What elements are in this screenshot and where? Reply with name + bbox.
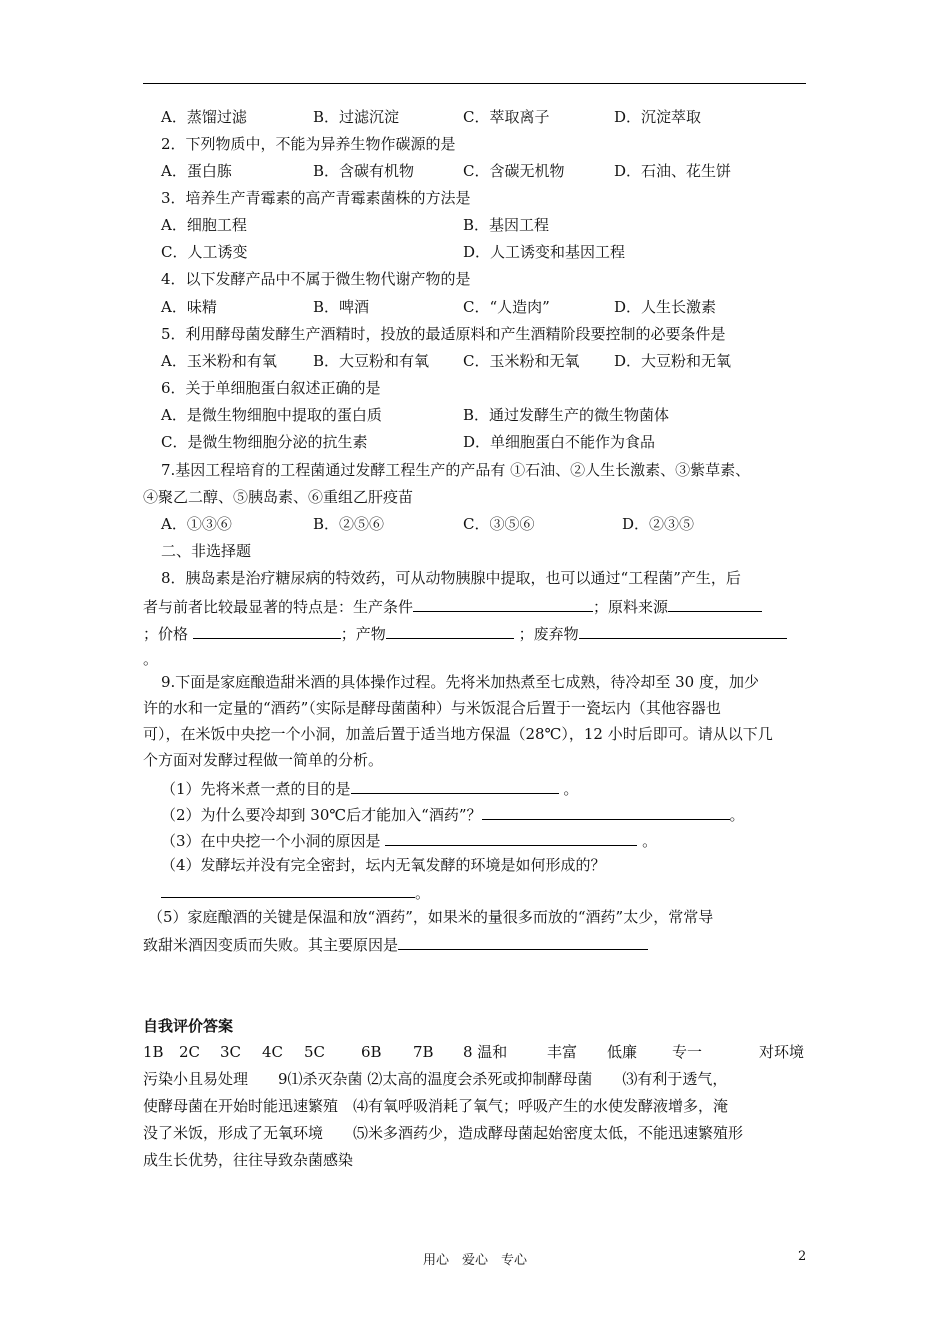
q2-option-d: D．石油、花生饼 [614,162,732,180]
section-heading: 二、非选择题 [161,542,252,560]
answers-line3: 使酵母菌在开始时能迅速繁殖 ⑷有氧呼吸消耗了氧气；呼吸产生的水使发酵液增多，淹 [143,1097,729,1115]
q5-stem: 5．利用酵母菌发酵生产酒精时，投放的最适原料和产生酒精阶段要控制的必要条件是 [161,325,726,343]
answer-8-e: 对环境 [759,1043,805,1061]
q4-stem: 4．以下发酵产品中不属于微生物代谢产物的是 [161,270,471,288]
q9-sub1-period: 。 [563,780,579,798]
q9-sub2-label: （2）为什么要冷却到 30℃后才能加入“酒药”？ [161,806,482,824]
q6-option-b: B．通过发酵生产的微生物菌体 [463,406,670,424]
answers-title: 自我评价答案 [143,1017,234,1035]
q8-label-price: ；价格 [143,625,189,643]
q8-line2 [143,595,762,617]
q8-blank-source[interactable] [668,595,762,612]
q2-option-a: A．蛋白胨 [161,162,232,180]
answer-8-c: 低廉 [607,1043,638,1061]
q4-option-b: B．啤酒 [313,298,370,316]
q9-sub2 [161,803,745,825]
answers-line5: 成生长优势，往往导致杂菌感染 [143,1151,354,1169]
q9-sub5-label: 致甜米酒因变质而失败。其主要原因是 [143,936,399,954]
q7-stem-line2: ④聚乙二醇、⑤胰岛素、⑥重组乙肝疫苗 [143,488,414,506]
q6-option-a: A．是微生物细胞中提取的蛋白质 [161,406,382,424]
q9-sub2-period: 。 [729,806,745,824]
q9-sub3-label: （3）在中央挖一个小洞的原因是 [161,832,381,850]
answer-8-d: 专一 [672,1043,703,1061]
q2-option-c: C．含碳无机物 [463,162,565,180]
q7-option-d: D．②③⑤ [622,515,695,533]
q8-blank-condition[interactable] [413,595,593,612]
answer-4: 4C [262,1043,284,1061]
answer-8-a: 8 温和 [463,1043,508,1061]
q9-line4: 个方面对发酵过程做一简单的分析。 [143,751,384,769]
q9-sub3 [161,829,657,851]
q3-option-c: C．人工诱变 [161,243,248,261]
q9-sub1-blank[interactable] [351,777,559,794]
q9-sub2-blank[interactable] [482,803,730,820]
q5-option-c: C．玉米粉和无氧 [463,352,580,370]
q9-line1: 9.下面是家庭酿造甜米酒的具体操作过程。先将米加热煮至七成熟，待冷却至 30 度，加少 [161,673,759,691]
answers-line4: 没了米饭，形成了无氧环境 ⑸米多酒药少，造成酵母菌起始密度太低，不能迅速繁殖形 [143,1124,744,1142]
footer-motto: 用心 爱心 专心 [422,1253,527,1268]
q9-line3: 可），在米饭中央挖一个小洞，加盖后置于适当地方保温（28℃），12 小时后即可。请从以下几 [143,725,773,743]
answer-6: 6B [361,1043,382,1061]
q8-line3 [143,622,787,644]
answer-8-b: 丰富 [547,1043,578,1061]
q9-sub3-blank[interactable] [385,829,637,846]
answer-3: 3C [220,1043,242,1061]
q8-blank-waste[interactable] [579,622,787,639]
q5-option-b: B．大豆粉和有氧 [313,352,430,370]
q9-sub5-blank[interactable] [398,933,648,950]
header-rule [143,83,806,84]
q3-stem: 3．培养生产青霉素的高产青霉素菌株的方法是 [161,189,471,207]
q4-option-d: D．人生长激素 [614,298,717,316]
answers-line2: 污染小且易处理 9⑴杀灭杂菌 ⑵太高的温度会杀死或抑制酵母菌 ⑶有利于透气， [143,1070,728,1088]
q8-line1: 8．胰岛素是治疗糖尿病的特效药，可从动物胰腺中提取，也可以通过“工程菌”产生，后 [161,569,741,587]
q9-sub3-period: 。 [642,832,658,850]
q8-blank-price[interactable] [193,622,341,639]
q1-option-a: A．蒸馏过滤 [161,108,247,126]
answer-1: 1B [143,1043,164,1061]
q7-stem-line1: 7.基因工程培育的工程菌通过发酵工程生产的产品有 ①石油、②人生长激素、③紫草素、 [161,461,751,479]
q8-end: 。 [143,650,159,668]
q9-sub4-blank[interactable] [161,881,415,898]
q3-option-b: B．基因工程 [463,216,550,234]
q2-stem: 2．下列物质中，不能为异养生物作碳源的是 [161,135,456,153]
q6-option-c: C．是微生物细胞分泌的抗生素 [161,433,368,451]
q5-option-d: D．大豆粉和无氧 [614,352,732,370]
q3-option-a: A．细胞工程 [161,216,247,234]
q7-option-c: C．③⑤⑥ [463,515,535,533]
q9-sub4-period: 。 [415,884,431,902]
q8-label-condition: 者与前者比较最显著的特点是：生产条件 [143,598,414,616]
q9-sub4-answer [161,881,430,903]
q1-option-d: D．沉淀萃取 [614,108,702,126]
page-number: 2 [798,1249,807,1264]
q3-option-d: D．人工诱变和基因工程 [463,243,626,261]
q4-option-c: C．“人造肉” [463,298,550,316]
q5-option-a: A．玉米粉和有氧 [161,352,277,370]
q2-option-b: B．含碳有机物 [313,162,415,180]
q9-sub4: （4）发酵坛并没有完全密封，坛内无氧发酵的环境是如何形成的？ [161,856,606,874]
q9-sub5-line2 [143,933,648,955]
q7-option-b: B．②⑤⑥ [313,515,385,533]
q1-option-b: B．过滤沉淀 [313,108,400,126]
q8-blank-product[interactable] [386,622,514,639]
q9-line2: 许的水和一定量的“酒药”（实际是酵母菌菌种）与米饭混合后置于一瓷坛内（其他容器也 [143,699,721,717]
q8-label-source: ；原料来源 [593,598,669,616]
q6-stem: 6．关于单细胞蛋白叙述正确的是 [161,379,381,397]
answer-7: 7B [413,1043,434,1061]
q1-option-c: C．萃取离子 [463,108,550,126]
answer-5: 5C [304,1043,326,1061]
q7-option-a: A．①③⑥ [161,515,232,533]
answer-2: 2C [179,1043,201,1061]
q9-sub1 [161,777,578,799]
q6-option-d: D．单细胞蛋白不能作为食品 [463,433,656,451]
q8-label-waste: ；废弃物 [518,625,579,643]
q4-option-a: A．味精 [161,298,217,316]
q9-sub1-label: （1）先将米煮一煮的目的是 [161,780,351,798]
q8-label-product: ；产物 [340,625,386,643]
q9-sub5-line1: （5）家庭酿酒的关键是保温和放“酒药”，如果米的量很多而放的“酒药”太少，常常导 [148,908,714,926]
